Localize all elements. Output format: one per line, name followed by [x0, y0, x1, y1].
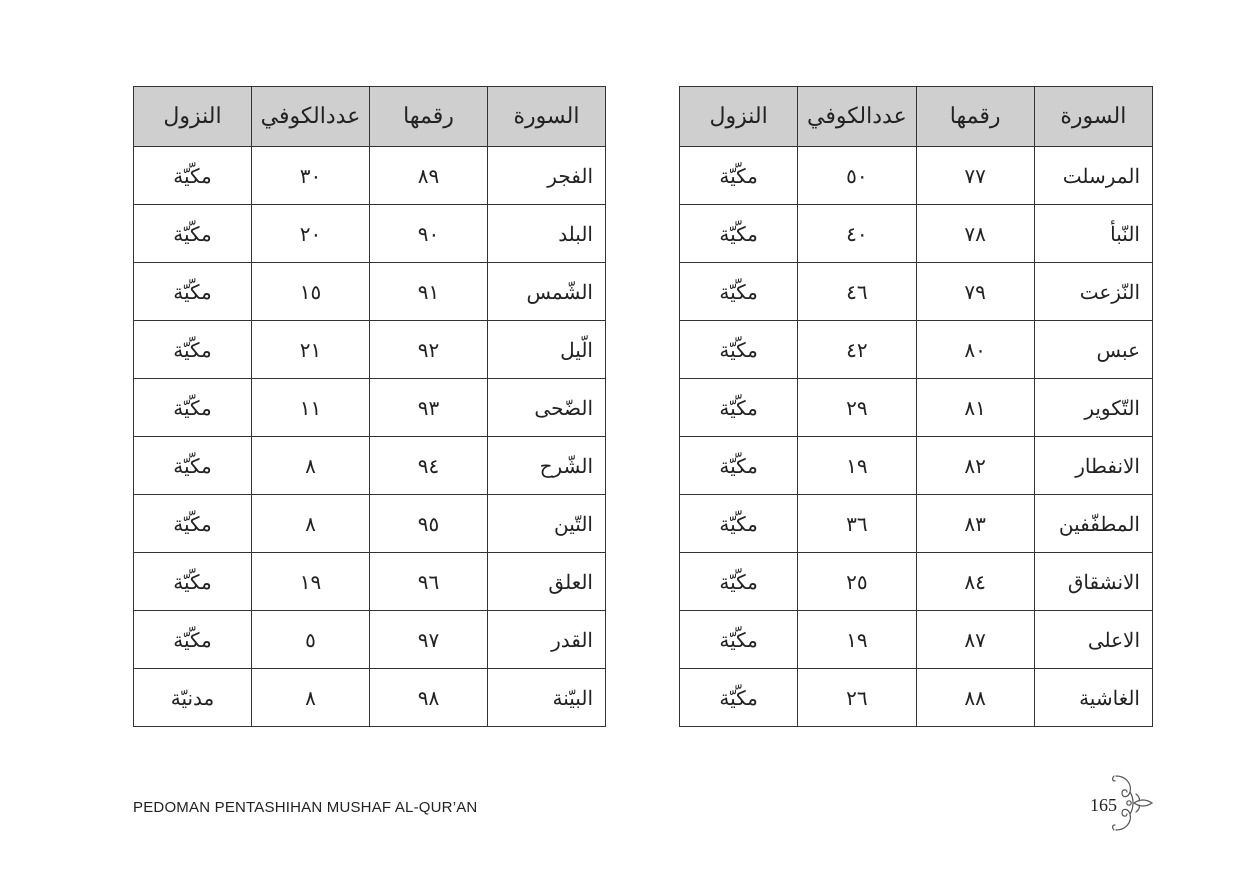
revelation-type-cell: مكّيّة: [134, 147, 252, 205]
table-row: [680, 205, 1153, 263]
verse-count-cell: ١٥: [252, 263, 370, 321]
table-row: [134, 669, 606, 727]
header-number: رقمها: [916, 87, 1034, 147]
surah-table-right: [679, 86, 1153, 727]
verse-count-cell: ١٩: [798, 611, 916, 669]
surah-number-cell: ٩٦: [370, 553, 488, 611]
surah-number-cell: ٧٨: [916, 205, 1034, 263]
surah-name-cell: البلد: [488, 205, 606, 263]
header-revelation: النزول: [680, 87, 798, 147]
header-surah: السورة: [488, 87, 606, 147]
surah-number-cell: ٨٣: [916, 495, 1034, 553]
table-row: [680, 263, 1153, 321]
table-row: [680, 437, 1153, 495]
verse-count-cell: ٢٠: [252, 205, 370, 263]
verse-count-cell: ٨: [252, 437, 370, 495]
header-number: رقمها: [370, 87, 488, 147]
surah-number-cell: ٩٢: [370, 321, 488, 379]
surah-name-cell: عبس: [1034, 321, 1152, 379]
revelation-type-cell: مكّيّة: [680, 611, 798, 669]
surah-name-cell: الفجر: [488, 147, 606, 205]
surah-name-cell: الّيل: [488, 321, 606, 379]
table-row: [680, 321, 1153, 379]
table-row: [680, 495, 1153, 553]
surah-number-cell: ٩٣: [370, 379, 488, 437]
surah-number-cell: ٧٩: [916, 263, 1034, 321]
table-row: [134, 205, 606, 263]
surah-name-cell: البيّنة: [488, 669, 606, 727]
table-row: [134, 263, 606, 321]
revelation-type-cell: مكّيّة: [680, 205, 798, 263]
surah-table-left: [133, 86, 606, 727]
page-number: 165: [1090, 795, 1117, 815]
surah-name-cell: التّكوير: [1034, 379, 1152, 437]
verse-count-cell: ٤٢: [798, 321, 916, 379]
revelation-type-cell: مكّيّة: [680, 437, 798, 495]
verse-count-cell: ٣٦: [798, 495, 916, 553]
revelation-type-cell: مكّيّة: [680, 379, 798, 437]
revelation-type-cell: مدنيّة: [134, 669, 252, 727]
surah-number-cell: ٨٧: [916, 611, 1034, 669]
header-revelation: النزول: [134, 87, 252, 147]
surah-number-cell: ٨١: [916, 379, 1034, 437]
revelation-type-cell: مكّيّة: [134, 321, 252, 379]
table-header-row: [680, 87, 1153, 147]
revelation-type-cell: مكّيّة: [680, 263, 798, 321]
surah-number-cell: ٩٧: [370, 611, 488, 669]
table-header-row: [134, 87, 606, 147]
verse-count-cell: ١١: [252, 379, 370, 437]
revelation-type-cell: مكّيّة: [680, 147, 798, 205]
table-row: [134, 379, 606, 437]
verse-count-cell: ٢٥: [798, 553, 916, 611]
revelation-type-cell: مكّيّة: [134, 495, 252, 553]
table-row: [680, 379, 1153, 437]
revelation-type-cell: مكّيّة: [134, 553, 252, 611]
table-row: [134, 495, 606, 553]
surah-number-cell: ٨٤: [916, 553, 1034, 611]
table-row: [680, 147, 1153, 205]
surah-name-cell: المرسلت: [1034, 147, 1152, 205]
surah-number-cell: ٨٩: [370, 147, 488, 205]
header-verse-count: عددالكوفي: [798, 87, 916, 147]
surah-number-cell: ٩٤: [370, 437, 488, 495]
verse-count-cell: ٥: [252, 611, 370, 669]
table-row: [134, 611, 606, 669]
revelation-type-cell: مكّيّة: [680, 553, 798, 611]
surah-name-cell: الضّحى: [488, 379, 606, 437]
verse-count-cell: ٤٦: [798, 263, 916, 321]
surah-name-cell: القدر: [488, 611, 606, 669]
surah-number-cell: ٩٠: [370, 205, 488, 263]
table-row: [134, 147, 606, 205]
revelation-type-cell: مكّيّة: [134, 437, 252, 495]
surah-name-cell: الشّمس: [488, 263, 606, 321]
footer-book-title: PEDOMAN PENTASHIHAN MUSHAF AL-QUR’AN: [133, 799, 478, 816]
surah-name-cell: العلق: [488, 553, 606, 611]
verse-count-cell: ٢٦: [798, 669, 916, 727]
surah-name-cell: التّين: [488, 495, 606, 553]
table-row: [134, 553, 606, 611]
surah-number-cell: ٨٨: [916, 669, 1034, 727]
surah-name-cell: النّزعت: [1034, 263, 1152, 321]
revelation-type-cell: مكّيّة: [134, 205, 252, 263]
surah-number-cell: ٩٨: [370, 669, 488, 727]
surah-name-cell: الاعلى: [1034, 611, 1152, 669]
header-verse-count: عددالكوفي: [252, 87, 370, 147]
surah-name-cell: الشّرح: [488, 437, 606, 495]
verse-count-cell: ٨: [252, 495, 370, 553]
surah-number-cell: ٩١: [370, 263, 488, 321]
revelation-type-cell: مكّيّة: [680, 495, 798, 553]
surah-name-cell: النّبأ: [1034, 205, 1152, 263]
revelation-type-cell: مكّيّة: [680, 321, 798, 379]
verse-count-cell: ٢١: [252, 321, 370, 379]
surah-number-cell: ٨٠: [916, 321, 1034, 379]
verse-count-cell: ١٩: [252, 553, 370, 611]
surah-number-cell: ٩٥: [370, 495, 488, 553]
table-row: [680, 611, 1153, 669]
verse-count-cell: ١٩: [798, 437, 916, 495]
table-row: [134, 321, 606, 379]
revelation-type-cell: مكّيّة: [134, 379, 252, 437]
verse-count-cell: ٨: [252, 669, 370, 727]
verse-count-cell: ٥٠: [798, 147, 916, 205]
header-surah: السورة: [1034, 87, 1152, 147]
verse-count-cell: ٤٠: [798, 205, 916, 263]
table-row: [134, 437, 606, 495]
verse-count-cell: ٣٠: [252, 147, 370, 205]
surah-number-cell: ٨٢: [916, 437, 1034, 495]
revelation-type-cell: مكّيّة: [134, 611, 252, 669]
surah-name-cell: الانشقاق: [1034, 553, 1152, 611]
surah-name-cell: المطفّفين: [1034, 495, 1152, 553]
surah-name-cell: الغاشية: [1034, 669, 1152, 727]
verse-count-cell: ٢٩: [798, 379, 916, 437]
table-row: [680, 669, 1153, 727]
revelation-type-cell: مكّيّة: [134, 263, 252, 321]
table-row: [680, 553, 1153, 611]
surah-name-cell: الانفطار: [1034, 437, 1152, 495]
surah-number-cell: ٧٧: [916, 147, 1034, 205]
revelation-type-cell: مكّيّة: [680, 669, 798, 727]
floral-ornament-icon: [1108, 772, 1154, 834]
